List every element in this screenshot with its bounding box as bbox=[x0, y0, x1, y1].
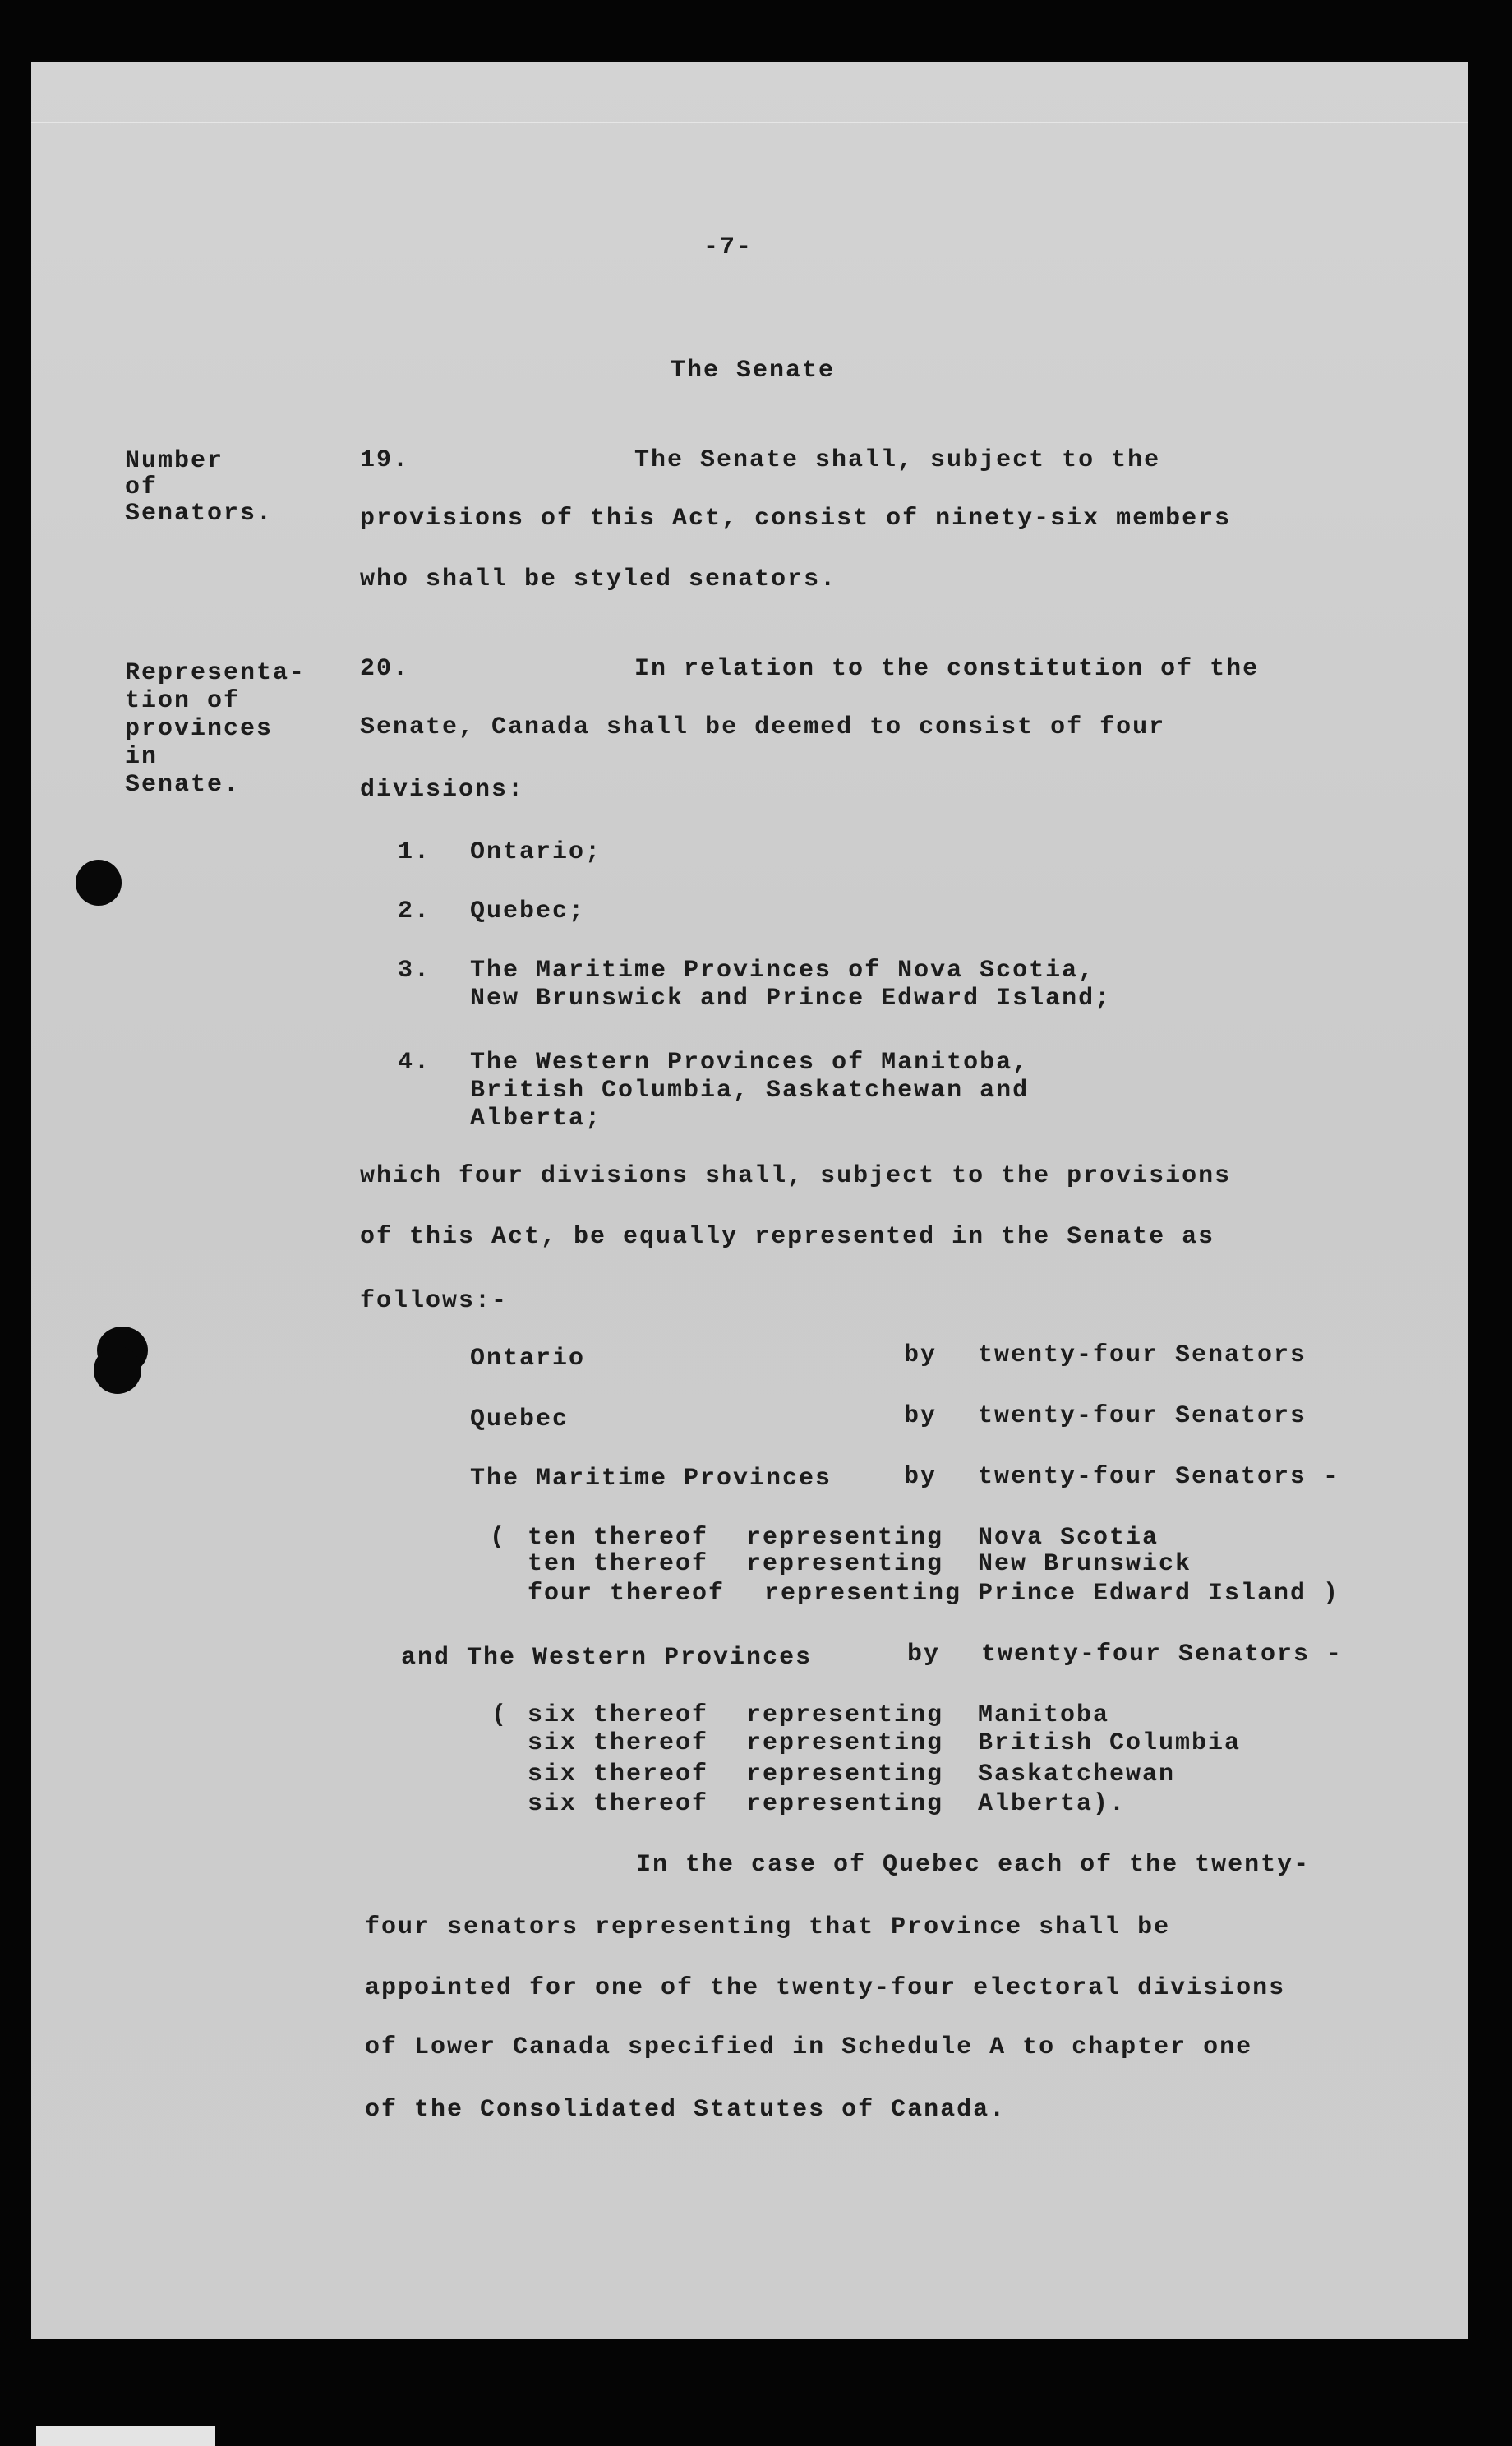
breakdown-rep: representing bbox=[746, 1790, 944, 1818]
section-20-intro-line: In relation to the constitution of the bbox=[634, 655, 1260, 683]
representation-count: twenty-four Senators - bbox=[981, 1641, 1344, 1668]
division-text: Quebec; bbox=[470, 898, 586, 925]
breakdown-place: British Columbia bbox=[978, 1729, 1242, 1757]
representation-count: twenty-four Senators - bbox=[978, 1463, 1340, 1491]
breakdown-who: four thereof bbox=[528, 1580, 726, 1608]
breakdown-place: New Brunswick bbox=[978, 1550, 1192, 1578]
quebec-paragraph-line: four senators representing that Province shall be bbox=[365, 1913, 1171, 1941]
section-20-body-line: of this Act, be equally represented in the Senate as bbox=[360, 1223, 1215, 1251]
page-number: -7- bbox=[703, 233, 754, 261]
margin-note-line: Senators. bbox=[125, 500, 274, 528]
quebec-paragraph-line: of the Consolidated Statutes of Canada. bbox=[365, 2096, 1007, 2124]
division-text: The Maritime Provinces of Nova Scotia, bbox=[470, 957, 1095, 985]
punch-hole-middle-lower bbox=[94, 1346, 141, 1394]
representation-by: by bbox=[904, 1463, 938, 1491]
section-20-intro-line: Senate, Canada shall be deemed to consist of four bbox=[360, 713, 1166, 741]
section-19-line: who shall be styled senators. bbox=[360, 565, 837, 593]
margin-note-line: Senate. bbox=[125, 771, 241, 799]
margin-note-line: tion of bbox=[125, 687, 241, 715]
page-top-edge-line bbox=[31, 122, 1468, 123]
breakdown-who: ten thereof bbox=[528, 1550, 709, 1578]
representation-by: by bbox=[907, 1641, 941, 1668]
breakdown-rep: representing bbox=[746, 1524, 944, 1552]
margin-note-20 bbox=[125, 659, 306, 799]
breakdown-who: ten thereof bbox=[528, 1524, 709, 1552]
breakdown-place: Manitoba bbox=[978, 1701, 1110, 1729]
margin-note-line: of bbox=[125, 473, 159, 501]
section-20-body-line: which four divisions shall, subject to the provisions bbox=[360, 1162, 1232, 1190]
division-text: Alberta; bbox=[470, 1105, 602, 1133]
breakdown-rep: representing bbox=[746, 1761, 944, 1788]
division-number: 4. bbox=[398, 1049, 431, 1077]
representation-by: by bbox=[904, 1402, 938, 1430]
division-text: New Brunswick and Prince Edward Island; bbox=[470, 985, 1112, 1013]
page-heading: The Senate bbox=[671, 357, 836, 385]
representation-name: Ontario bbox=[470, 1345, 586, 1373]
representation-count: twenty-four Senators bbox=[978, 1402, 1307, 1430]
division-number: 3. bbox=[398, 957, 431, 985]
breakdown-who: six thereof bbox=[528, 1729, 709, 1757]
section-number-20: 20. bbox=[360, 655, 410, 683]
breakdown-paren: ( bbox=[491, 1701, 509, 1729]
margin-note-line: provinces bbox=[125, 715, 274, 743]
breakdown-paren: ( bbox=[490, 1524, 507, 1552]
margin-note-line: Representa- bbox=[125, 659, 307, 687]
representation-by: by bbox=[904, 1341, 938, 1369]
margin-note-line: Number bbox=[125, 447, 224, 475]
breakdown-who: six thereof bbox=[528, 1701, 709, 1729]
margin-note-line: in bbox=[125, 743, 159, 771]
breakdown-who: six thereof bbox=[528, 1790, 709, 1818]
film-label-tab bbox=[36, 2426, 215, 2446]
quebec-paragraph-line: of Lower Canada specified in Schedule A to chapter one bbox=[365, 2033, 1253, 2061]
section-20-intro-line: divisions: bbox=[360, 776, 525, 804]
section-19-line: The Senate shall, subject to the bbox=[634, 446, 1161, 474]
margin-note-19 bbox=[125, 447, 273, 528]
division-text: The Western Provinces of Manitoba, bbox=[470, 1049, 1030, 1077]
division-number: 1. bbox=[398, 838, 431, 866]
breakdown-rep: representing bbox=[764, 1580, 962, 1608]
quebec-paragraph-line: appointed for one of the twenty-four electoral divisions bbox=[365, 1974, 1286, 2002]
breakdown-rep: representing bbox=[746, 1550, 944, 1578]
representation-count: twenty-four Senators bbox=[978, 1341, 1307, 1369]
division-text: British Columbia, Saskatchewan and bbox=[470, 1077, 1030, 1105]
section-number-19: 19. bbox=[360, 446, 410, 474]
representation-name: Quebec bbox=[470, 1405, 569, 1433]
breakdown-rep: representing bbox=[746, 1729, 944, 1757]
quebec-paragraph-line: In the case of Quebec each of the twenty- bbox=[636, 1851, 1311, 1879]
breakdown-who: six thereof bbox=[528, 1761, 709, 1788]
representation-name: and The Western Provinces bbox=[401, 1644, 813, 1672]
representation-name: The Maritime Provinces bbox=[470, 1465, 832, 1493]
breakdown-rep: representing bbox=[746, 1701, 944, 1729]
punch-hole-top bbox=[76, 860, 122, 906]
division-number: 2. bbox=[398, 898, 431, 925]
breakdown-place: Saskatchewan bbox=[978, 1761, 1176, 1788]
breakdown-place: Alberta). bbox=[978, 1790, 1127, 1818]
division-text: Ontario; bbox=[470, 838, 602, 866]
section-20-body-line: follows:- bbox=[360, 1287, 509, 1315]
breakdown-place: Prince Edward Island ) bbox=[978, 1580, 1340, 1608]
breakdown-place: Nova Scotia bbox=[978, 1524, 1159, 1552]
section-19-line: provisions of this Act, consist of ninety-six members bbox=[360, 505, 1232, 533]
